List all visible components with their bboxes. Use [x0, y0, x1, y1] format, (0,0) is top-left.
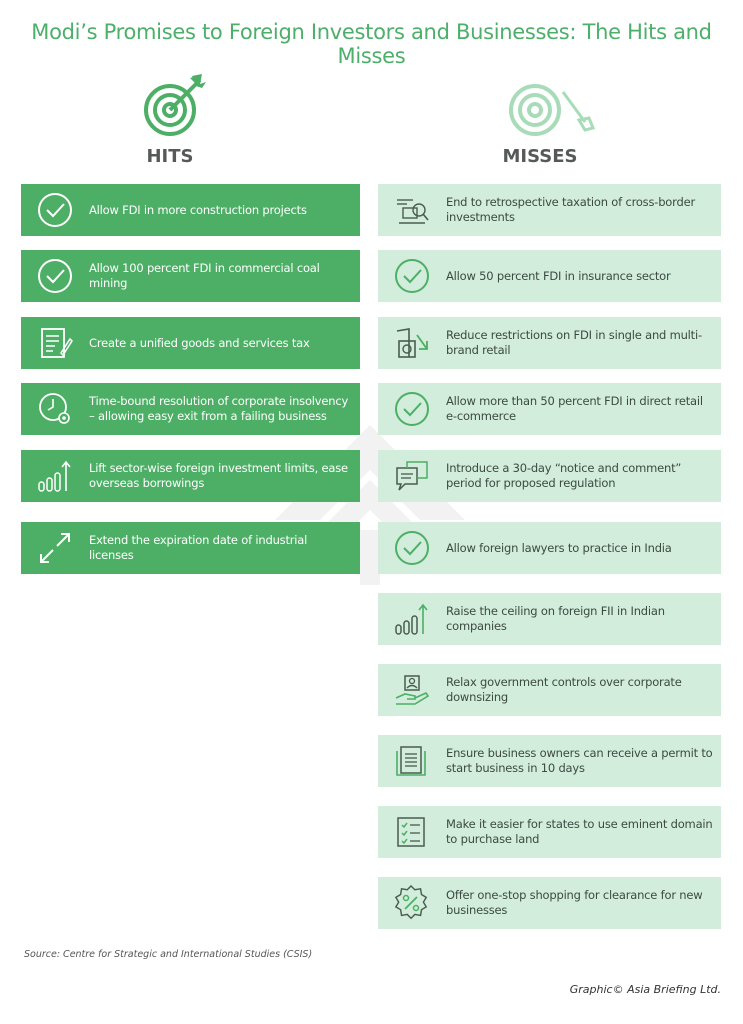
miss-item	[378, 593, 721, 645]
bar-chart-arrow-icon	[378, 593, 446, 645]
miss-item-text: Allow 50 percent FDI in insurance sector	[446, 268, 671, 283]
tax-scale-icon	[378, 184, 446, 236]
miss-item-text: Ensure business owners can receive a permit to start business in 10 days	[446, 746, 713, 775]
target-hit-icon	[140, 72, 210, 138]
hit-item	[21, 317, 360, 369]
miss-item	[378, 184, 721, 236]
miss-item	[378, 664, 721, 716]
hit-item-text: Lift sector-wise foreign investment limits, ease overseas borrowings	[89, 461, 348, 490]
miss-item	[378, 250, 721, 302]
permit-document-icon	[378, 735, 446, 787]
speech-bubbles-icon	[378, 450, 446, 502]
check-circle-icon	[378, 383, 446, 435]
miss-item-text: End to retrospective taxation of cross-border investments	[446, 195, 695, 224]
page-title: Modi’s Promises to Foreign Investors and Businesses: The Hits and Misses	[31, 20, 712, 68]
clock-gear-icon	[21, 383, 89, 435]
hit-item-text: Allow 100 percent FDI in commercial coal mining	[89, 261, 320, 290]
retail-store-icon	[378, 317, 446, 369]
miss-item	[378, 383, 721, 435]
hit-item-text: Allow FDI in more construction projects	[89, 202, 307, 217]
miss-item-text: Relax government controls over corporate downsizing	[446, 675, 682, 704]
graphic-credit: Graphic© Asia Briefing Ltd.	[569, 983, 721, 996]
check-circle-icon	[378, 250, 446, 302]
miss-item-text: Introduce a 30-day “notice and comment” period for proposed regulation	[446, 461, 682, 490]
hit-item-text: Extend the expiration date of industrial licenses	[89, 533, 308, 562]
miss-item	[378, 735, 721, 787]
miss-item	[378, 806, 721, 858]
expand-arrows-icon	[21, 522, 89, 574]
misses-heading: MISSES	[502, 146, 578, 167]
percent-badge-icon	[378, 877, 446, 929]
target-miss-icon	[505, 80, 600, 140]
hits-heading: HITS	[146, 146, 194, 167]
hit-item	[21, 522, 360, 574]
check-circle-icon	[21, 250, 89, 302]
miss-item	[378, 317, 721, 369]
hit-item-text: Create a unified goods and services tax	[89, 335, 310, 350]
hand-person-icon	[378, 664, 446, 716]
miss-item-text: Raise the ceiling on foreign FII in Indian companies	[446, 604, 665, 633]
check-circle-icon	[378, 522, 446, 574]
hit-item	[21, 184, 360, 236]
tax-document-icon	[21, 317, 89, 369]
bar-chart-arrow-icon	[21, 450, 89, 502]
miss-item	[378, 450, 721, 502]
miss-item	[378, 522, 721, 574]
hit-item	[21, 383, 360, 435]
miss-item-text: Offer one-stop shopping for clearance for new businesses	[446, 888, 703, 917]
hit-item	[21, 250, 360, 302]
miss-item-text: Make it easier for states to use eminent domain to purchase land	[446, 817, 713, 846]
source-note: Source: Centre for Strategic and International Studies (CSIS)	[24, 949, 313, 960]
miss-item-text: Reduce restrictions on FDI in single and multi-brand retail	[446, 328, 702, 357]
check-circle-icon	[21, 184, 89, 236]
miss-item	[378, 877, 721, 929]
hit-item	[21, 450, 360, 502]
checklist-icon	[378, 806, 446, 858]
miss-item-text: Allow foreign lawyers to practice in India	[446, 540, 672, 555]
hit-item-text: Time-bound resolution of corporate insolvency – allowing easy exit from a failing business	[89, 394, 349, 423]
miss-item-text: Allow more than 50 percent FDI in direct retail e-commerce	[446, 394, 703, 423]
